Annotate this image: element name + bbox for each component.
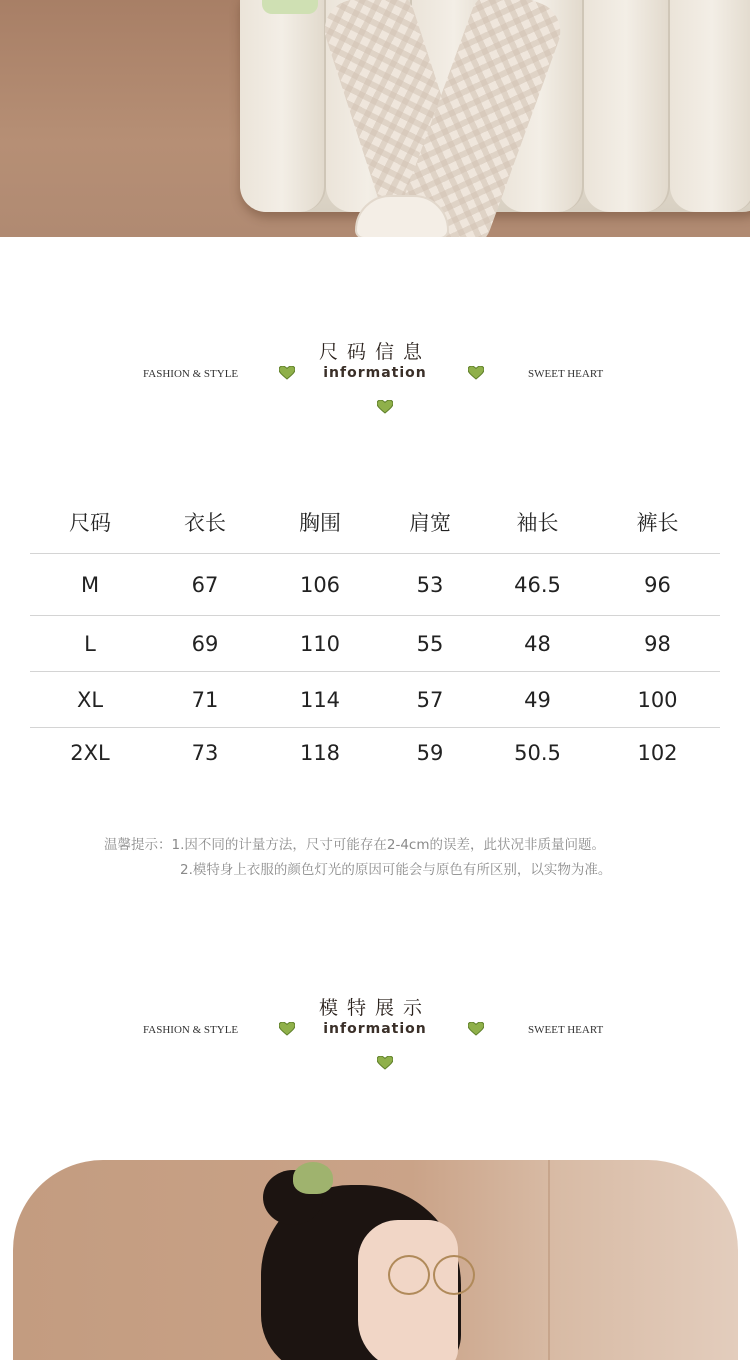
table-cell: 96 — [595, 554, 720, 616]
table-cell: 110 — [260, 616, 380, 672]
model-photo — [13, 1160, 738, 1360]
table-cell: 57 — [380, 672, 480, 728]
size-table — [30, 490, 720, 778]
header-shoulder: 肩宽 — [380, 490, 480, 554]
top-product-photo — [0, 0, 750, 237]
glasses-icon — [433, 1255, 475, 1295]
table-cell: 102 — [637, 741, 678, 765]
table-cell: 2XL — [70, 741, 110, 765]
table-cell: 67 — [150, 554, 260, 616]
heart-icon — [377, 400, 393, 414]
size-section-header — [0, 337, 750, 427]
table-row — [30, 616, 720, 672]
tip-line-1: 温馨提示：1.因不同的计量方法，尺寸可能存在2-4cm的误差，此状况非质量问题。 — [104, 837, 606, 853]
table-row — [30, 728, 720, 779]
size-section-title: 尺码信息 — [318, 341, 431, 363]
size-section-subtitle: information — [323, 365, 427, 381]
header-length: 衣长 — [150, 490, 260, 554]
table-cell: 118 — [299, 741, 341, 765]
model-section-header — [0, 993, 750, 1083]
model-section-subtitle: information — [323, 1021, 427, 1037]
green-scrunchie — [293, 1162, 333, 1194]
table-cell: 114 — [260, 672, 380, 728]
table-cell: 53 — [380, 554, 480, 616]
table-cell: 100 — [595, 672, 720, 728]
table-cell: 49 — [480, 672, 595, 728]
table-cell: 73 — [191, 741, 219, 765]
green-cuff — [262, 0, 318, 14]
table-cell: XL — [30, 672, 150, 728]
table-row — [30, 554, 720, 616]
table-cell: 69 — [150, 616, 260, 672]
table-header-row — [30, 490, 720, 554]
header-sleeve: 袖长 — [480, 490, 595, 554]
header-size: 尺码 — [30, 490, 150, 554]
sweet-heart-label: SWEET HEART — [528, 1024, 604, 1036]
table-row — [30, 672, 720, 728]
table-cell: 59 — [416, 741, 444, 765]
slipper — [355, 195, 449, 237]
table-cell: 106 — [260, 554, 380, 616]
heart-icon — [468, 366, 484, 380]
heart-icon — [468, 1022, 484, 1036]
fashion-style-label: FASHION & STYLE — [143, 368, 239, 380]
table-cell: 48 — [480, 616, 595, 672]
heart-icon — [377, 1056, 393, 1070]
header-pants-length: 裤长 — [595, 490, 720, 554]
tip-line-2: 2.模特身上衣服的颜色灯光的原因可能会与原色有所区别，以实物为准。 — [180, 862, 612, 878]
glasses-icon — [388, 1255, 430, 1295]
table-cell: 71 — [150, 672, 260, 728]
size-tips — [104, 833, 704, 883]
sweet-heart-label: SWEET HEART — [528, 368, 604, 380]
table-cell: 55 — [380, 616, 480, 672]
table-cell: 98 — [595, 616, 720, 672]
table-cell: L — [30, 616, 150, 672]
fashion-style-label: FASHION & STYLE — [143, 1024, 239, 1036]
model-section-title: 模特展示 — [318, 997, 431, 1019]
table-cell: 50.5 — [514, 741, 561, 765]
table-cell: M — [30, 554, 150, 616]
table-cell: 46.5 — [480, 554, 595, 616]
header-chest: 胸围 — [260, 490, 380, 554]
